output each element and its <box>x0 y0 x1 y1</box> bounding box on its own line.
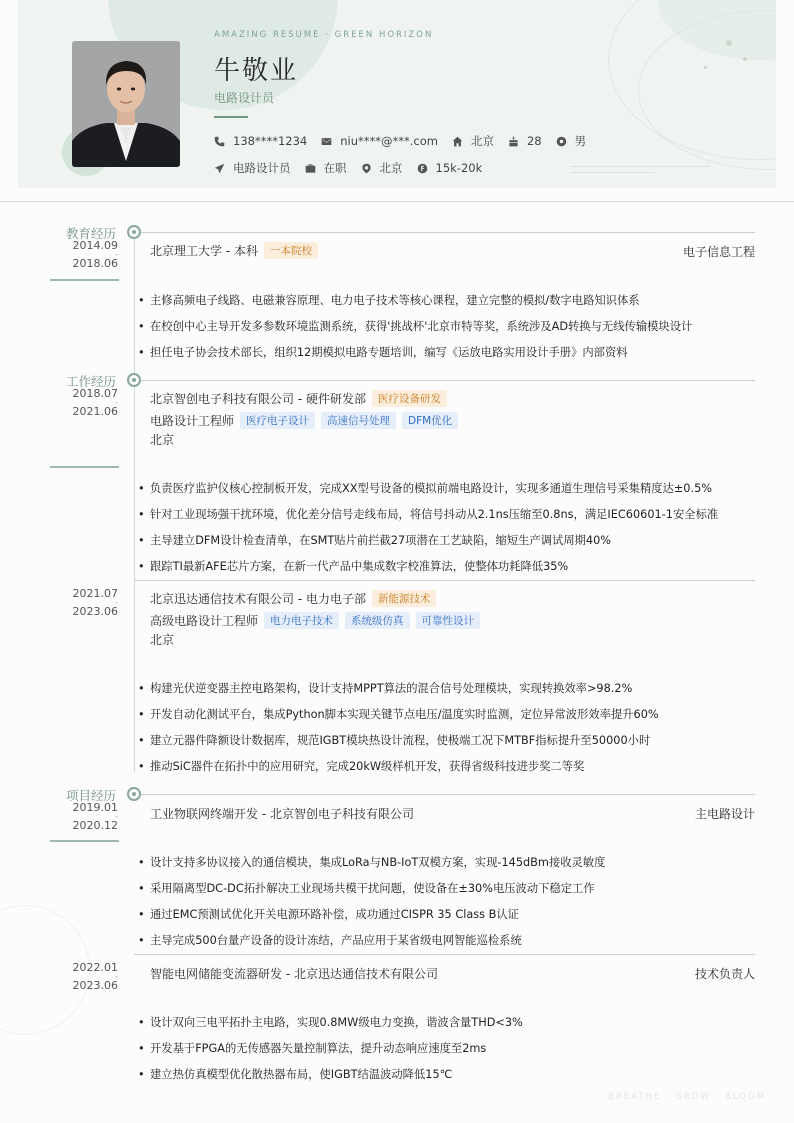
age-value: 28 <box>526 134 542 148</box>
work-location: 北京 <box>150 433 175 447</box>
section-divider <box>141 232 755 233</box>
decorative-line <box>570 172 655 173</box>
section-divider <box>141 794 755 795</box>
project-name: 工业物联网终端开发 - 北京智创电子科技有限公司 <box>150 807 414 821</box>
work-entry-header <box>150 590 436 607</box>
job-intent-row <box>214 160 496 176</box>
salary-item <box>417 161 483 175</box>
timeline-node <box>127 373 141 387</box>
email-address: niu****@***.com <box>340 134 438 148</box>
skill-tag: 高速信号处理 <box>321 412 396 429</box>
major: 电子信息工程 <box>682 245 755 259</box>
date-underline <box>50 840 119 842</box>
current-city: 北京 <box>470 134 494 148</box>
work-entry-header <box>150 390 447 407</box>
skill-tag: 医疗电子设计 <box>240 412 315 429</box>
status-item <box>305 160 347 176</box>
list-item: • 通过EMC预测试优化开关电源环路补偿，成功通过CISPR 35 Class B认证 <box>138 906 519 922</box>
date-dash: - <box>115 250 118 259</box>
list-item: • 在校创中心主导开发多参数环境监测系统，获得'挑战杯'北京市特等奖，系统涉及AD转换与无线传输模块设计 <box>138 318 692 334</box>
decorative-dot <box>704 66 707 69</box>
briefcase-icon <box>305 163 316 174</box>
money-icon <box>417 163 428 174</box>
target-position: 电路设计员 <box>233 161 291 175</box>
list-item: • 针对工业现场强干扰环境，优化差分信号走线布局，将信号抖动从2.1ns压缩至0.8ns，满足IEC60601-1安全标准 <box>138 506 718 522</box>
company-department: 北京迅达通信技术有限公司 - 电力电子部 <box>150 592 366 606</box>
email-item <box>321 134 438 148</box>
decorative-dot <box>726 40 732 46</box>
education-entry-header <box>150 242 318 259</box>
company-department: 北京智创电子科技有限公司 - 硬件研发部 <box>150 392 366 406</box>
project-name: 智能电网储能变流器研发 - 北京迅达通信技术有限公司 <box>150 967 438 981</box>
section-divider <box>141 380 755 381</box>
position-title: 高级电路设计工程师 <box>150 614 259 628</box>
target-position-item <box>214 160 291 176</box>
list-item: • 主导完成500台量产设备的设计冻结，产品应用于某省级电网智能巡检系统 <box>138 932 522 948</box>
section-title-work: 工作经历 <box>65 374 116 389</box>
list-item: • 开发自动化测试平台，集成Python脚本实现关键节点电压/温度实时监测，定位异常波形效率提升60% <box>138 706 659 722</box>
work-location: 北京 <box>150 633 175 647</box>
date-range <box>52 589 118 617</box>
position-row <box>150 412 458 429</box>
list-item: • 采用隔离型DC-DC拓扑解决工业现场共模干扰问题，使设备在±30%电压波动下稳定工作 <box>138 880 595 896</box>
job-title: 电路设计员 <box>214 91 275 105</box>
school-degree: 北京理工大学 - 本科 <box>150 244 258 258</box>
cake-icon <box>508 136 519 147</box>
date-dash: - <box>115 972 118 981</box>
section-title-education: 教育经历 <box>65 226 116 241</box>
target-city-item <box>361 160 403 176</box>
age-item <box>508 134 542 148</box>
skill-tag: 电力电子技术 <box>264 612 339 629</box>
date-range <box>52 389 118 417</box>
list-item: • 开发基于FPGA的无传感器矢量控制算法，提升动态响应速度至2ms <box>138 1040 486 1056</box>
project-role: 技术负责人 <box>694 967 755 981</box>
date-dash: - <box>115 598 118 607</box>
portrait-image <box>72 41 180 167</box>
mail-icon <box>321 136 332 147</box>
send-icon <box>214 163 225 174</box>
footer-tagline: BREATHE · GROW · BLOOM <box>608 1092 766 1102</box>
start-date: 2018.07 <box>72 387 118 400</box>
start-date: 2019.01 <box>72 801 118 814</box>
industry-tag: 新能源技术 <box>372 590 437 607</box>
list-item: • 主导建立DFM设计检查清单，在SMT贴片前拦截27项潜在工艺缺陷，缩短生产调试周期40% <box>138 532 611 548</box>
position-title: 电路设计工程师 <box>150 414 235 428</box>
school-tag: 一本院校 <box>264 242 318 259</box>
list-item: • 建立元器件降额设计数据库，规范IGBT模块热设计流程，使极端工况下MTBF指标提升至50000小时 <box>138 732 650 748</box>
list-item: • 建立热仿真模型优化散热器布局，使IGBT结温波动降低15℃ <box>138 1066 452 1082</box>
location-pin-icon <box>361 163 372 174</box>
entry-divider <box>134 580 755 581</box>
phone-icon <box>214 136 225 147</box>
timeline-node <box>127 225 141 239</box>
skill-tag: 系统级仿真 <box>345 612 410 629</box>
skill-tag: DFM优化 <box>402 412 458 429</box>
resume-tagline: AMAZING RESUME · GREEN HORIZON <box>214 30 434 40</box>
list-item: • 负责医疗监护仪核心控制板开发，完成XX型号设备的模拟前端电路设计，实现多通道生理信号采集精度达±0.5% <box>138 480 712 496</box>
timeline-node <box>127 787 141 801</box>
list-item: • 担任电子协会技术部长，组织12期模拟电路专题培训，编写《运放电路实用设计手册》内部资料 <box>138 344 628 360</box>
header-separator <box>0 201 794 202</box>
gender-item <box>556 133 587 149</box>
date-range <box>52 963 118 991</box>
end-date: 2023.06 <box>72 605 118 618</box>
gender-value: 男 <box>574 134 587 148</box>
list-item: • 主修高频电子线路、电磁兼容原理、电力电子技术等核心课程，建立完整的模拟/数字电路知识体系 <box>138 292 640 308</box>
list-item: • 构建光伏逆变器主控电路架构，设计支持MPPT算法的混合信号处理模块，实现转换效率>98.2% <box>138 680 632 696</box>
start-date: 2022.01 <box>72 961 118 974</box>
contact-info-row <box>214 133 600 149</box>
industry-tag: 医疗设备研发 <box>372 390 447 407</box>
profile-photo <box>72 41 180 167</box>
list-item: • 设计双向三电平拓扑主电路，实现0.8MW级电力变换，谐波含量THD<3% <box>138 1014 523 1030</box>
date-underline <box>50 466 119 468</box>
title-underline <box>214 116 248 118</box>
target-city: 北京 <box>379 161 403 175</box>
start-date: 2014.09 <box>72 239 118 252</box>
date-dash: - <box>115 812 118 821</box>
city-item <box>452 133 494 149</box>
candidate-name: 牛敬业 <box>214 56 299 86</box>
date-dash: - <box>115 398 118 407</box>
end-date: 2020.12 <box>72 819 118 832</box>
skill-tag: 可靠性设计 <box>416 612 481 629</box>
end-date: 2018.06 <box>72 257 118 270</box>
date-range <box>52 803 118 831</box>
decorative-line <box>570 166 710 167</box>
position-row <box>150 612 480 629</box>
expected-salary: 15k-20k <box>435 161 483 175</box>
date-underline <box>50 279 119 281</box>
start-date: 2021.07 <box>72 587 118 600</box>
project-role: 主电路设计 <box>694 807 755 821</box>
gender-icon <box>556 136 567 147</box>
entry-divider <box>134 954 755 955</box>
phone-number: 138****1234 <box>233 134 308 148</box>
date-range <box>52 241 118 269</box>
list-item: • 推动SiC器件在拓扑中的应用研究，完成20kW级样机开发，获得省级科技进步奖二等奖 <box>138 758 584 774</box>
list-item: • 跟踪TI最新AFE芯片方案，在新一代产品中集成数字校准算法，使整体功耗降低35% <box>138 558 568 574</box>
employment-status: 在职 <box>323 161 347 175</box>
decorative-dot <box>743 57 747 61</box>
home-icon <box>452 136 463 147</box>
end-date: 2021.06 <box>72 405 118 418</box>
list-item: • 设计支持多协议接入的通信模块，集成LoRa与NB-IoT双模方案，实现-145dBm接收灵敏度 <box>138 854 605 870</box>
phone-item <box>214 134 307 148</box>
timeline-line <box>134 232 135 772</box>
end-date: 2023.06 <box>72 979 118 992</box>
section-title-projects: 项目经历 <box>65 788 116 803</box>
